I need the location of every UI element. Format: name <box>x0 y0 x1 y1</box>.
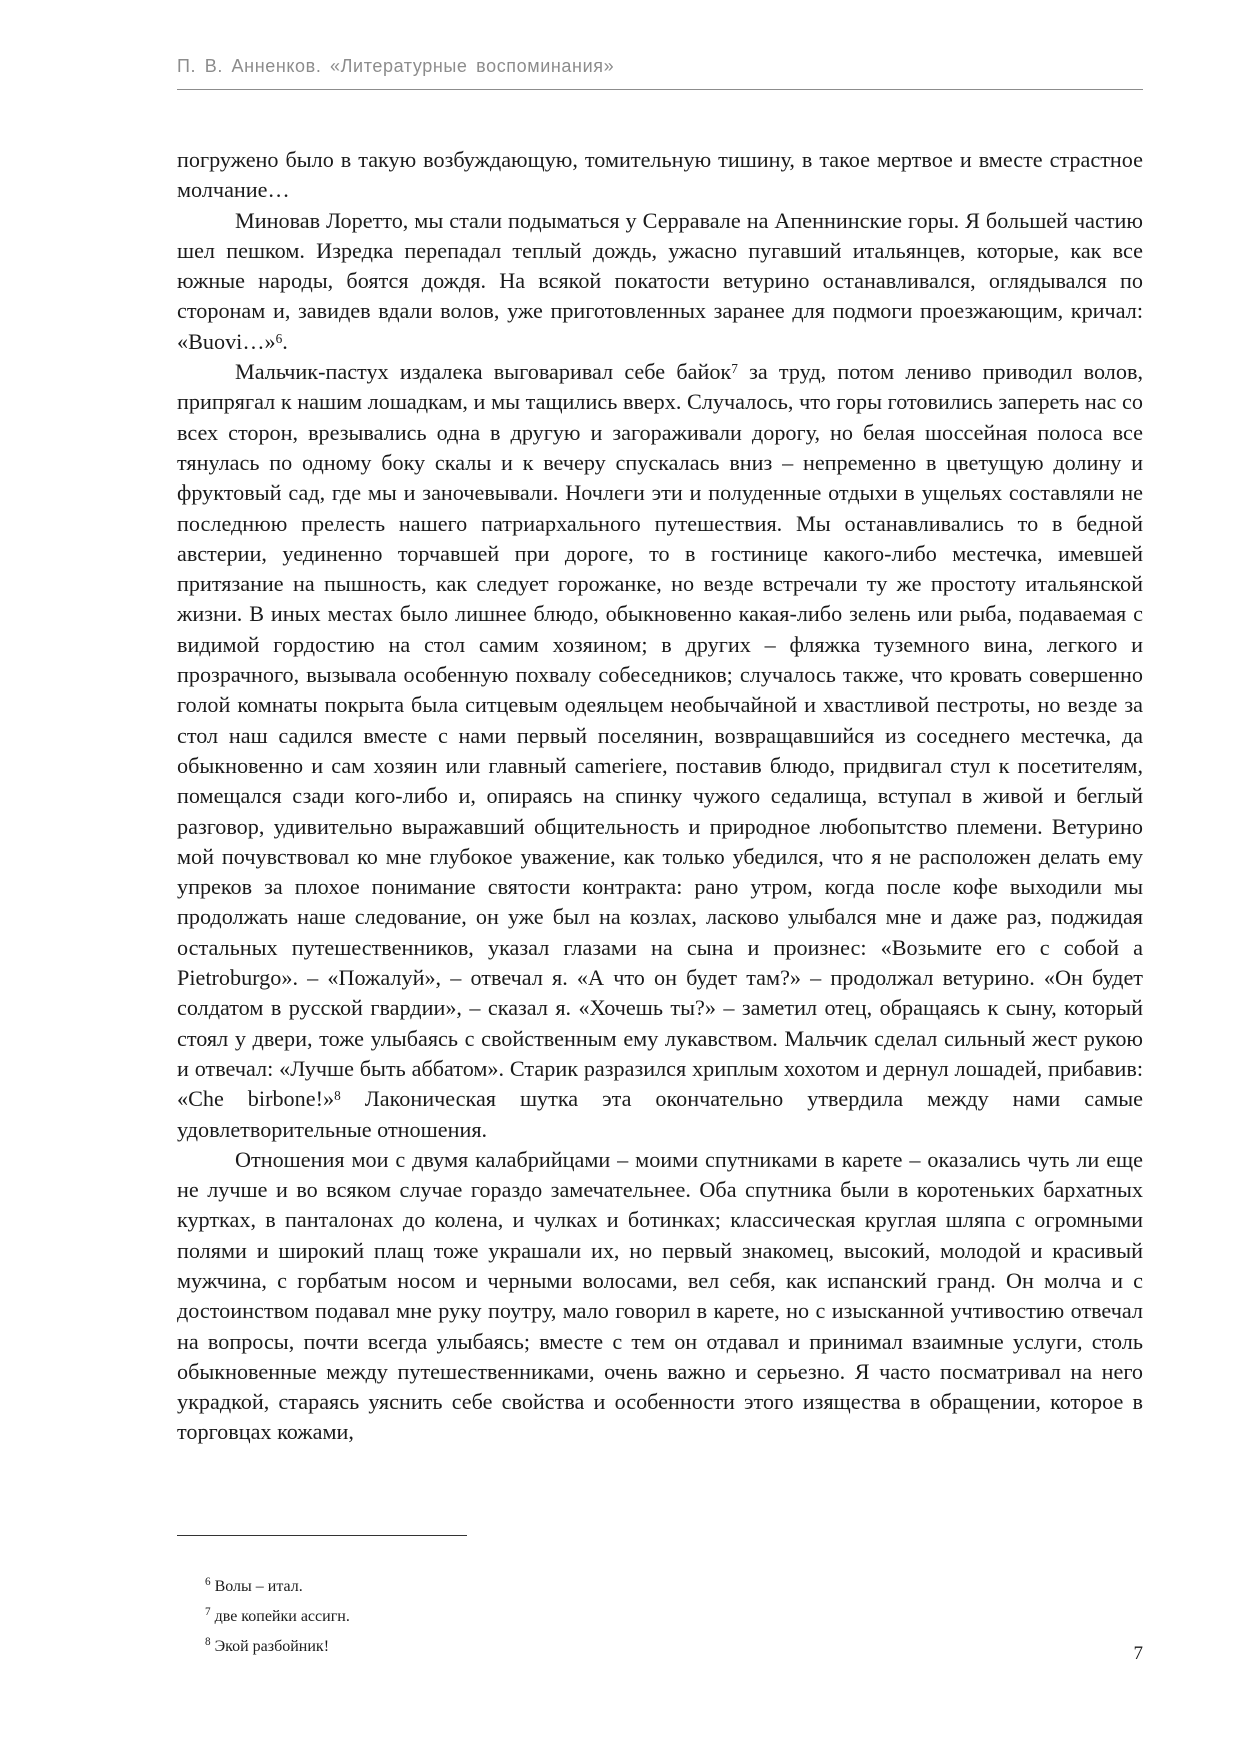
footnote-ref[interactable]: 8 <box>334 1088 341 1104</box>
paragraph-text: Миновав Лоретто, мы стали подыматься у Серравале на Апеннинские горы. Я большей частию шел пешком. Изредка перепадал теплый дождь, ужасно пугавший итальянцев, которые, как все южные народы, боятся дождя. На всякой покатости ветурино останавливался, оглядывался по сторонам и, завидев вдали волов, уже приготовленных заранее для подмоги проезжающим, кричал: «Buovi…» <box>177 207 1143 354</box>
footnote-8 <box>205 1637 805 1657</box>
main-text <box>177 145 1143 1448</box>
paragraph-text: Мальчик-пастух издалека выговаривал себе байок <box>235 359 732 385</box>
footnote-text: Волы – итал. <box>214 1578 303 1595</box>
page-number: 7 <box>1133 1643 1143 1664</box>
running-header: П. В. Анненков. «Литературные воспоминания» <box>177 56 615 76</box>
paragraph-3 <box>177 357 1143 1145</box>
footnote-number: 7 <box>205 1606 211 1619</box>
footnote-number: 6 <box>205 1576 211 1589</box>
footnote-ref[interactable]: 6 <box>275 330 283 346</box>
header-rule <box>177 89 1143 90</box>
footnote-number: 8 <box>205 1636 211 1649</box>
paragraph-1 <box>177 145 1143 206</box>
footnote-text: две копейки ассигн. <box>214 1608 350 1625</box>
paragraph-text: за труд, потом лениво приводил волов, припрягал к нашим лошадкам, и мы тащились вверх. Случалось, что горы готовились запереть нас со всех сторон, врезывались одна в другую и загораживали дорогу, но белая шоссейная полоса все тянулась по одному боку скалы и к вечеру спускалась вниз – непременно в цветущую долину и фруктовый сад, где мы и заночевывали. Ночлеги эти и полуденные отдыхи в ущельях составляли не последнюю прелесть нашего патриархального путешествия. Мы останавливались то в бедной австерии, уединенно торчавшей при дороге, то в гостинице какого-либо местечка, имевшей притязание на пышность, как следует горожанке, но везде встречали ту же простоту итальянской жизни. В иных местах было лишнее блюдо, обыкновенно какая-либо зелень или рыба, подаваемая с видимой гордостию на стол самим хозяином; в других – фляжка туземного вина, легкого и прозрачного, вызывала особенную похвалу собеседников; случалось также, что кровать совершенно голой комнаты покрыта была ситцевым одеяльцем необычайной и хвастливой пестроты, но везде за стол наш садился вместе с нами первый поселянин, возвращавшийся из соседнего местечка, да обыкновенно и сам хозяин или главный cameriere, поставив блюдо, придвигал стул к посетителям, помещался сзади кого-либо и, опираясь на спинку чужого седалища, вступал в живой и беглый разговор, удивительно выражавший общительность и природное любопытство племени. Ветурино мой почувствовал ко мне глубокое уважение, как только убедился, что я не расположен делать ему упреков за плохое понимание святости контракта: рано утром, когда после кофе выходили мы продолжать наше следование, он уже был на козлах, ласково улыбался мне и даже раз, поджидая остальных путешественников, указал глазами на сына и произнес: «Возьмите его с собой а Pietroburgo». – «Пожалуй», – отвечал я. «А что он будет там?» – продолжал ветурино. «Он будет солдатом в русской гвардии», – сказал я. «Хочешь ты?» – заметил отец, обращаясь к сыну, который стоял у двери, тоже улыбаясь с свойственным ему лукавством. Мальчик сделал сильный жест рукою и отвечал: «Лучше быть аббатом». Старик разразился хриплым хохотом и дернул лошадей, прибавив: «Che birbone!» <box>177 359 1143 1112</box>
footnote-rule <box>177 1535 467 1536</box>
paragraph-tail: . <box>282 328 288 354</box>
paragraph-2 <box>177 206 1143 357</box>
paragraph-4 <box>177 1145 1143 1448</box>
footnote-text: Экой разбойник! <box>214 1638 330 1655</box>
paragraph-text: Лаконическая шутка эта окончательно утвердила между нами самые удовлетворительные отношения. <box>177 1086 1144 1142</box>
paragraph-text: погружено было в такую возбуждающую, томительную тишину, в такое мертвое и вместе страстное молчание… <box>177 147 1143 203</box>
paragraph-text: Отношения мои с двумя калабрийцами – моими спутниками в карете – оказались чуть ли еще не лучше и во всяком случае гораздо замечательнее. Оба спутника были в коротеньких бархатных куртках, в панталонах до колена, и чулках и ботинках; классическая круглая шляпа с огромными полями и широкий плащ тоже украшали их, но первый знакомец, высокий, молодой и красивый мужчина, с горбатым носом и черными волосами, вел себя, как испанский гранд. Он молча и с достоинством подавал мне руку поутру, мало говорил в карете, но с изысканной учтивостию отвечал на вопросы, почти всегда улыбаясь; вместе с тем он отдавал и принимал взаимные услуги, столь обыкновенные между путешественниками, очень важно и серьезно. Я часто посматривал на него украдкой, стараясь уяснить себе свойства и особенности этого изящества в обращении, которое в торговцах кожами, <box>177 1146 1143 1445</box>
footnotes <box>205 1577 805 1667</box>
footnote-ref[interactable]: 7 <box>731 361 738 377</box>
footnote-7 <box>205 1607 805 1627</box>
footnote-6 <box>205 1577 805 1597</box>
